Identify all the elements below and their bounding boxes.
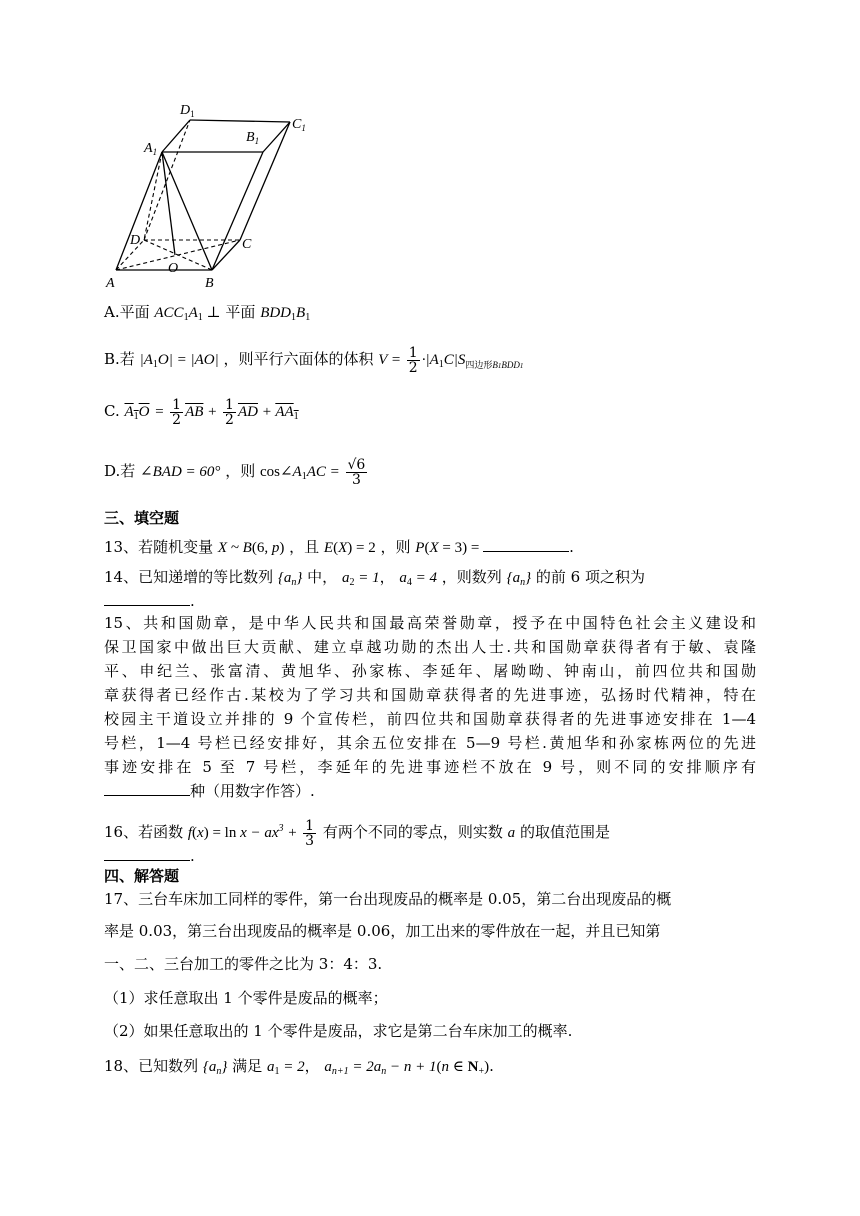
option-c: C. $A_1O$ = $\frac{1}{2}$ $\overline{AB}$ + $\frac{1}{2}$ $\overline{AD} + AA_1$: [104, 396, 299, 428]
label-b1: $B_1$: [246, 130, 260, 146]
question-14-blank-line: .: [104, 591, 756, 611]
answer-blank-16[interactable]: [104, 846, 190, 861]
label-c: C: [242, 237, 252, 252]
question-16-blank-line: .: [104, 846, 756, 866]
label-d1: $D_1$: [180, 103, 195, 119]
answer-blank-15[interactable]: [104, 781, 190, 796]
question-18: 18、已知数列 $\{a_n\}$ 满足 $a_1 = 2$， $a_{n+1} = 2a_n - n + 1(n$ ∈ $N_+$).: [104, 1057, 494, 1077]
answer-blank-14[interactable]: [104, 591, 190, 606]
section-4-title: 四、解答题: [104, 867, 180, 885]
option-d: D.若 ∠BAD = 60° ，则 $\cos\angle A_1AC$ = $\frac{√6}{3}$: [104, 456, 366, 488]
section-3-title: 三、填空题: [104, 509, 180, 527]
label-d: D: [130, 233, 141, 248]
label-b: B: [205, 276, 214, 291]
exam-page: $D_1$ $C_1$ $A_1$ $B_1$ D C O A B A.平面 $ACC_1A_1$ ⊥ 平面 $BDD_1B_1$ B.若 $|A_1O| = |AO|$ ，则平行六面体的体积 V = $\frac{1}{2}$ $\cdot|A_1C|S_{四边形B1BDD1}$ C. $A_1O$ = $\frac{1}{2}$ $\overline{AB}$ + $\frac{1}{2}$ $\overline{AD} + AA_1$ D.若 ∠BAD = 60° ，则 $\cos\angle A_1AC$ = $\frac{√6}{3}$ 三、填空题 13、若随机变量 X ~ B(6, p) ，且 E(X) = 2 ，则 P(X = 3) = . 14、已知递增的等比数列 $\{a_n\}$ 中， $a_2 = 1$， $a_4 = 4$ ，则数列 $\{a_n\}$ 的前 6 项之积为 . 15、共和国勋章，是中华人民共和国最高荣誉勋章，授予在中国特色社会主义建设和 保卫国家中做出巨大贡献、建立卓越功勋的杰出人士.共和国勋章获得者有于敏、袁隆 平、申纪兰、张富清、黄旭华、孙家栋、李延年、屠呦呦、钟南山，前四位共和国勋 章获得者已经作古.某校为了学习共和国勋章获得者的先进事迹，弘扬时代精神，特在 校园主干道设立并排的 9 个宣传栏，前四位共和国勋章获得者的先进事迹安排在 1—4 号栏，1—4 号栏已经安排好，其余五位安排在 5—9 号栏.黄旭华和孙家栋两位的先进 事迹安排在 5 至 7 号栏，李延年的先进事迹栏不放在 9 号，则不同的安排顺序有 种（用数字作答）. 16、若函数 $f(x) = \ln x - ax^3$ + $\frac{1}{3}$ 有两个不同的零点，则实数 a 的取值范围是 . 四、解答题 17、三台车床加工同样的零件，第一台出现废品的概率是 0.05，第二台出现废品的概 率是 0.03，第三台出现废品的概率是 0.06，加工出来的零件放在一起，并且已知第 一、二、三台加工的零件之比为 3：4：3. （1）求任意取出 1 个零件是废品的概率； （2）如果任意取出的 1 个零件是废品，求它是第二台车床加工的概率. 18、已知数列 $\{a_n\}$ 满足 $a_1 = 2$， $a_{n+1} = 2a_n - n + 1(n$ ∈ $N_+$).: [0, 0, 860, 1216]
option-a: A.平面 $ACC_1A_1$ ⊥ 平面 $BDD_1B_1$: [104, 303, 311, 323]
label-o: O: [168, 261, 179, 276]
label-c1: $C_1$: [292, 117, 306, 133]
label-a: A: [106, 276, 115, 291]
parallelepiped-figure: [100, 96, 330, 296]
question-14: 14、已知递增的等比数列 $\{a_n\}$ 中， $a_2 = 1$， $a_4 = 4$ ，则数列 $\{a_n\}$ 的前 6 项之积为: [104, 568, 645, 588]
label-a1: $A_1$: [144, 141, 158, 157]
question-16: 16、若函数 $f(x) = \ln x - ax^3$ + $\frac{1}{3}$ 有两个不同的零点，则实数 a 的取值范围是: [104, 817, 610, 849]
answer-blank-13[interactable]: [483, 537, 569, 552]
plane-acc1a1: $ACC_1A_1$: [154, 305, 203, 323]
option-b: B.若 $|A_1O| = |AO|$ ，则平行六面体的体积 V = $\frac{1}{2}$ $\cdot|A_1C|S_{四边形B1BDD1}$: [104, 344, 524, 376]
question-13: 13、若随机变量 X ~ B(6, p) ，且 E(X) = 2 ，则 P(X = 3) = .: [104, 538, 574, 556]
plane-bdd1b1: $BDD_1B_1$: [260, 305, 311, 323]
